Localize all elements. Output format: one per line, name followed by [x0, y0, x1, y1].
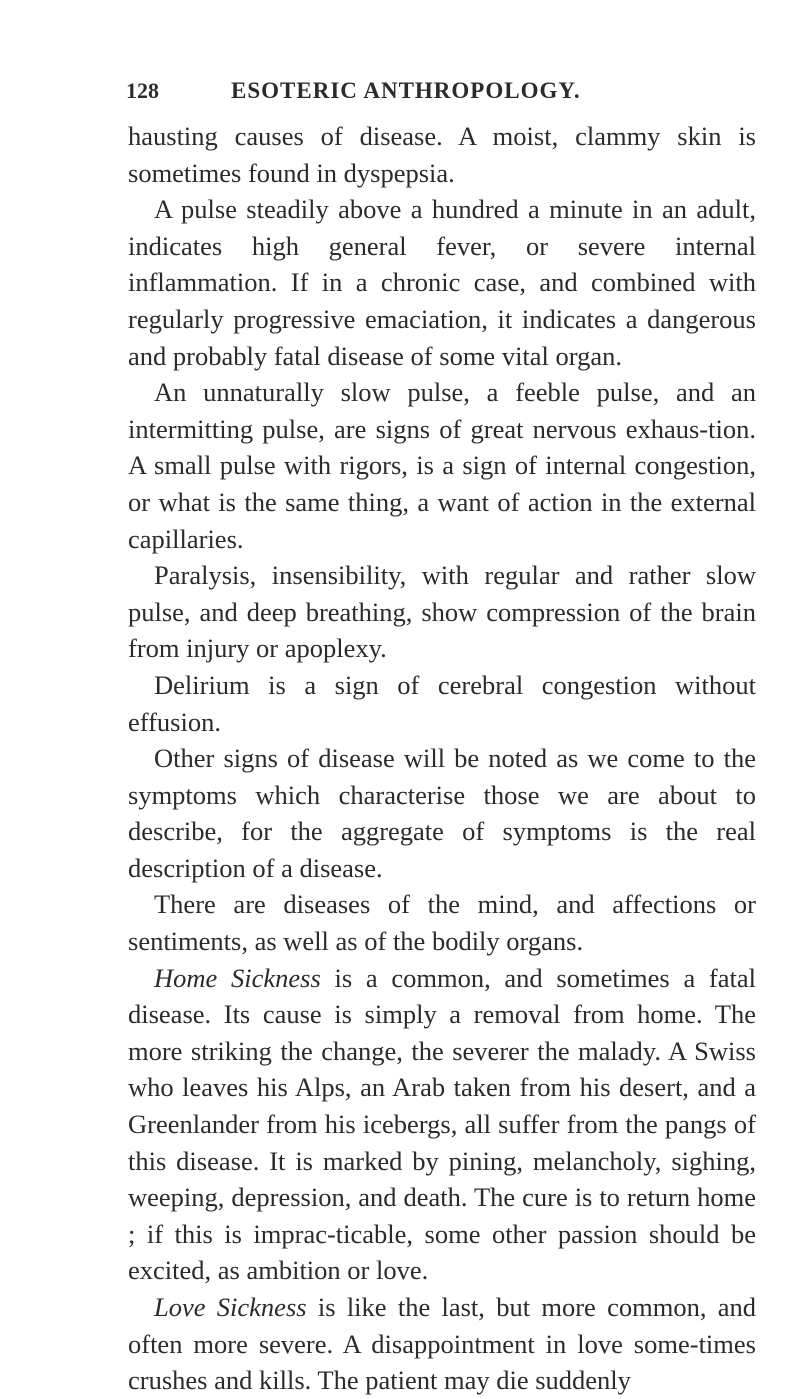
- italic-term: Love Sickness: [154, 1292, 307, 1322]
- page-number: 128: [126, 78, 159, 103]
- paragraph: There are diseases of the mind, and affections or sentiments, as well as of the bodily organs.: [128, 889, 756, 957]
- running-title: ESOTERIC ANTHROPOLOGY.: [231, 78, 581, 103]
- italic-term: Home Sickness: [154, 962, 321, 993]
- paragraph: Delirium is a sign of cerebral congestion without effusion.: [128, 669, 756, 737]
- body-text: [128, 118, 756, 1399]
- paragraph: Paralysis, insensibility, with regular and rather slow pulse, and deep breathing, show compression of the brain from injury or apoplexy.: [128, 560, 756, 664]
- paragraph: Other signs of disease will be noted as we come to the symptoms which characterise those we are about to describe, for the aggregate of symptoms is the real description of a disease.: [128, 743, 756, 883]
- paragraph: Home Sickness is a common, and sometimes a fatal disease. Its cause is simply a removal from home. The more striking the change, the severer the malady. A Swiss who leaves his Alps, an Arab taken from his desert, and a Greenlander from his icebergs, all suffer from the pangs of this disease. It is marked by pining, melancholy, sighing, weeping, depression, and death. The cure is to return home ; if this is imprac-ticable, some other passion should be excited, as ambition or love.: [128, 962, 757, 1286]
- paragraph: hausting causes of disease. A moist, clammy skin is sometimes found in dyspepsia.: [128, 121, 756, 188]
- running-header: [126, 72, 746, 112]
- paragraph: Love Sickness is like the last, but more common, and often more severe. A disappointment in love some-times crushes and kills. The patient may die suddenly: [128, 1292, 756, 1396]
- paragraph: A pulse steadily above a hundred a minute in an adult, indicates high general fever, or severe internal inflammation. If in a chronic case, and combined with regularly progressive emaciation, it indicates a dangerous and probably fatal disease of some vital organ.: [128, 194, 756, 371]
- paragraph: An unnaturally slow pulse, a feeble pulse, and an intermitting pulse, are signs of great nervous exhaus-tion. A small pulse with rigors, is a sign of internal congestion, or what is the same thing, a want of action in the external capillaries.: [128, 377, 756, 554]
